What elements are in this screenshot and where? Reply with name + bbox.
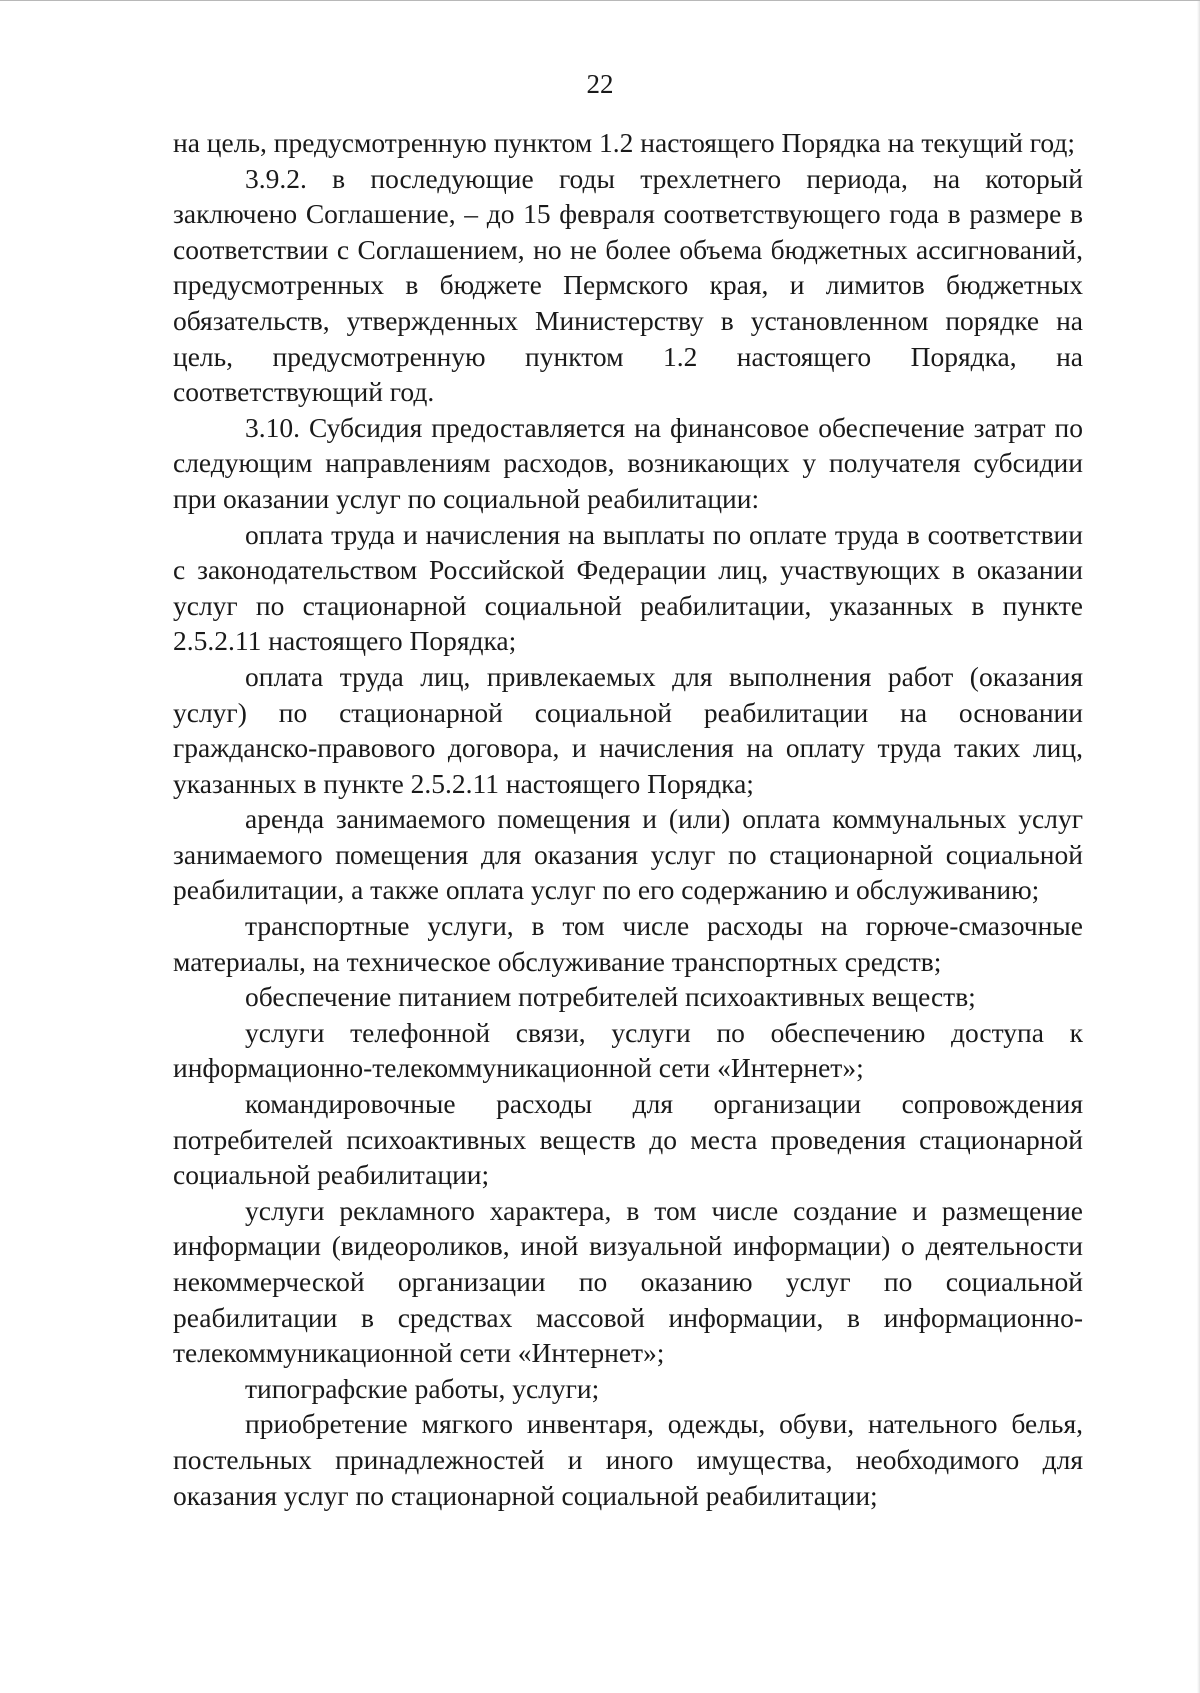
expense-item-travel: командировочные расходы для организации сопровождения потребителей психоактивных веществ до места проведения стационарной социальной реабилитации; <box>173 1088 1083 1191</box>
expense-item-printing: типографские работы, услуги; <box>245 1372 600 1404</box>
expense-item-advertising: услуги рекламного характера, в том числе создание и размещение информации (видеороликов, иной визуальной информации) о деятельности некоммерческой организации по оказанию услуг по социальной реабилитации в средствах массовой информации, в информационно-телекоммуникационной сети «Интернет»; <box>173 1194 1083 1369</box>
paragraph-continuation: на цель, предусмотренную пунктом 1.2 настоящего Порядка на текущий год; <box>173 127 1075 158</box>
paragraph-3-9-2: 3.9.2. в последующие годы трехлетнего периода, на который заключено Соглашение, – до 15 февраля соответствующего года в размере в соответствии с Соглашением, но не более объема бюджетных ассигнований, предусмотренных в бюджете Пермского края, и лимитов бюджетных обязательств, утвержденных Министерству в установленном порядке на цель, предусмотренную пунктом 1.2 настоящего Порядка, на соответствующий год. <box>173 162 1083 408</box>
expense-item-inventory: приобретение мягкого инвентаря, одежды, обуви, нательного белья, постельных принадлежностей и иного имущества, необходимого для оказания услуг по стационарной социальной реабилитации; <box>173 1408 1083 1511</box>
expense-item-rent-utilities: аренда занимаемого помещения и (или) оплата коммунальных услуг занимаемого помещения для оказания услуг по стационарной социальной реабилитации, а также оплата услуг по его содержанию и обслуживанию; <box>173 803 1083 906</box>
expense-item-transport: транспортные услуги, в том числе расходы на горюче-смазочные материалы, на техническое обслуживание транспортных средств; <box>173 910 1083 977</box>
paragraph-3-10: 3.10. Субсидия предоставляется на финансовое обеспечение затрат по следующим направлениям расходов, возникающих у получателя субсидии при оказании услуг по социальной реабилитации: <box>173 411 1083 514</box>
page-number: 22 <box>586 69 614 99</box>
expense-item-labor-pay: оплата труда и начисления на выплаты по оплате труда в соответствии с законодательством Российской Федерации лиц, участвующих в оказании услуг по стационарной социальной реабилитации, указанных в пункте 2.5.2.11 настоящего Порядка; <box>173 518 1083 657</box>
expense-item-contract-labor: оплата труда лиц, привлекаемых для выполнения работ (оказания услуг) по стационарной социальной реабилитации на основании гражданско-правового договора, и начисления на оплату труда таких лиц, указанных в пункте 2.5.2.11 настоящего Порядка; <box>173 660 1083 799</box>
expense-item-telecom: услуги телефонной связи, услуги по обеспечению доступа к информационно-телекоммуникационной сети «Интернет»; <box>173 1016 1083 1084</box>
expense-item-food: обеспечение питанием потребителей психоактивных веществ; <box>245 981 976 1013</box>
document-body <box>173 125 1083 1513</box>
